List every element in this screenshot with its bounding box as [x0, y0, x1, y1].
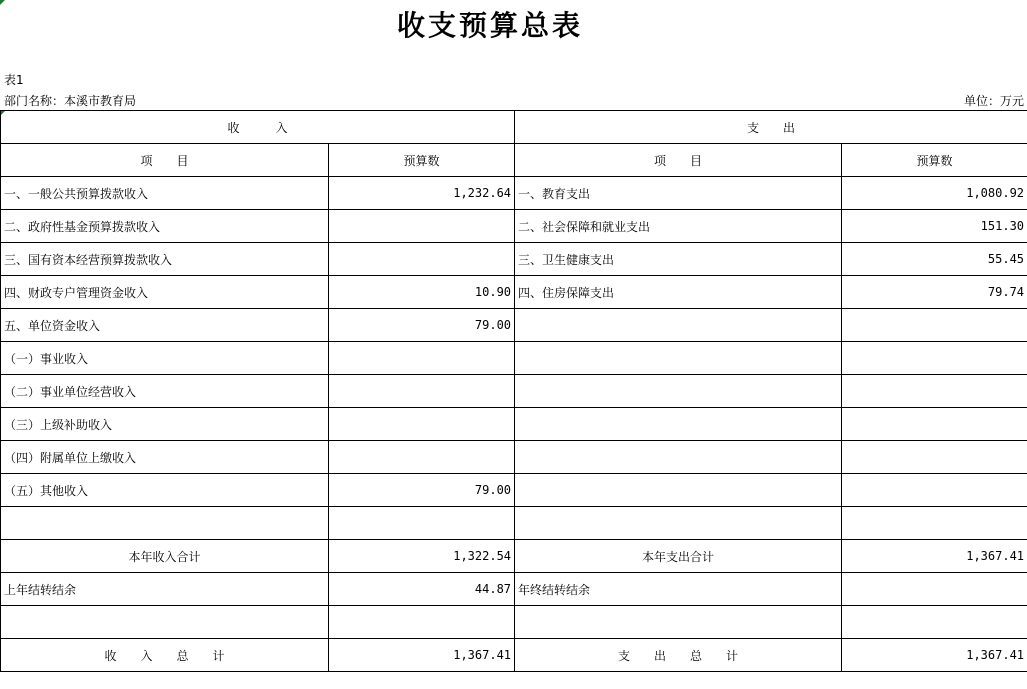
income-item-cell: 一、一般公共预算拨款收入: [1, 177, 329, 210]
annual-total-row: [1, 540, 1027, 573]
expense-amount-cell: [842, 441, 1027, 474]
unit-label: 单位：万元: [963, 94, 1024, 108]
income-item-header: 项 目: [1, 144, 329, 177]
expense-item-cell: [515, 441, 842, 474]
income-amount-cell: 79.00: [329, 474, 515, 507]
table-row: [1, 342, 1027, 375]
expense-item-cell: [515, 342, 842, 375]
income-item-cell: [1, 606, 329, 639]
expense-amount-cell: 1,080.92: [842, 177, 1027, 210]
table-row: [1, 606, 1027, 639]
income-item-cell: （二）事业单位经营收入: [1, 375, 329, 408]
table-body: [1, 111, 1027, 672]
expense-item-cell: 三、卫生健康支出: [515, 243, 842, 276]
expense-amount-cell: 55.45: [842, 243, 1027, 276]
table-number: 表1: [4, 73, 24, 87]
income-item-cell: （五）其他收入: [1, 474, 329, 507]
income-item-cell: （四）附属单位上缴收入: [1, 441, 329, 474]
income-amount-cell: 1,232.64: [329, 177, 515, 210]
income-carryover-label: 上年结转结余: [1, 573, 329, 606]
table-row: [1, 309, 1027, 342]
expense-amount-cell: [842, 408, 1027, 441]
table-row: [1, 507, 1027, 540]
expense-amount-cell: 151.30: [842, 210, 1027, 243]
expense-section-header: 支 出: [515, 111, 1027, 144]
table-row: [1, 276, 1027, 309]
income-item-cell: 三、国有资本经营预算拨款收入: [1, 243, 329, 276]
expense-item-cell: 二、社会保障和就业支出: [515, 210, 842, 243]
expense-amount-cell: [842, 375, 1027, 408]
grand-total-row: [1, 639, 1027, 672]
income-carryover-amount: 44.87: [329, 573, 515, 606]
expense-carryover-amount: [842, 573, 1027, 606]
page-title: 收支预算总表: [396, 9, 583, 42]
income-amount-cell: [329, 243, 515, 276]
expense-item-cell: [515, 408, 842, 441]
income-amount-cell: 79.00: [329, 309, 515, 342]
expense-amount-cell: 79.74: [842, 276, 1027, 309]
table-row: [1, 210, 1027, 243]
income-amount-cell: [329, 507, 515, 540]
expense-item-cell: [515, 474, 842, 507]
income-budget-header: 预算数: [329, 144, 515, 177]
expense-grand-total-amount: 1,367.41: [842, 639, 1027, 672]
income-amount-cell: [329, 606, 515, 639]
table-row: [1, 177, 1027, 210]
expense-grand-total-label: 支 出 总 计: [515, 639, 842, 672]
income-total-amount: 1,322.54: [329, 540, 515, 573]
expense-item-cell: 四、住房保障支出: [515, 276, 842, 309]
income-grand-total-label: 收 入 总 计: [1, 639, 329, 672]
expense-total-label: 本年支出合计: [515, 540, 842, 573]
expense-item-cell: [515, 507, 842, 540]
income-grand-total-amount: 1,367.41: [329, 639, 515, 672]
carryover-row: [1, 573, 1027, 606]
income-amount-cell: [329, 408, 515, 441]
income-item-cell: 二、政府性基金预算拨款收入: [1, 210, 329, 243]
column-header-row: [1, 144, 1027, 177]
income-total-label: 本年收入合计: [1, 540, 329, 573]
income-item-cell: 四、财政专户管理资金收入: [1, 276, 329, 309]
expense-item-cell: 一、教育支出: [515, 177, 842, 210]
expense-amount-cell: [842, 606, 1027, 639]
budget-summary-table: [0, 110, 1027, 672]
table-row: [1, 408, 1027, 441]
income-item-cell: 五、单位资金收入: [1, 309, 329, 342]
income-item-cell: （一）事业收入: [1, 342, 329, 375]
expense-amount-cell: [842, 342, 1027, 375]
expense-amount-cell: [842, 309, 1027, 342]
income-amount-cell: [329, 375, 515, 408]
expense-item-cell: [515, 606, 842, 639]
income-amount-cell: [329, 441, 515, 474]
expense-carryover-label: 年终结转结余: [515, 573, 842, 606]
income-amount-cell: [329, 342, 515, 375]
income-item-cell: （三）上级补助收入: [1, 408, 329, 441]
expense-item-cell: [515, 309, 842, 342]
income-amount-cell: [329, 210, 515, 243]
expense-item-header: 项 目: [515, 144, 842, 177]
income-amount-cell: 10.90: [329, 276, 515, 309]
table-row: [1, 474, 1027, 507]
table-row: [1, 375, 1027, 408]
table-row: [1, 441, 1027, 474]
expense-item-cell: [515, 375, 842, 408]
income-section-header: 收 入: [1, 111, 515, 144]
expense-budget-header: 预算数: [842, 144, 1027, 177]
income-item-cell: [1, 507, 329, 540]
department-name: 部门名称：本溪市教育局: [4, 94, 137, 108]
expense-amount-cell: [842, 507, 1027, 540]
table-row: [1, 243, 1027, 276]
expense-amount-cell: [842, 474, 1027, 507]
expense-total-amount: 1,367.41: [842, 540, 1027, 573]
section-header-row: [1, 111, 1027, 144]
